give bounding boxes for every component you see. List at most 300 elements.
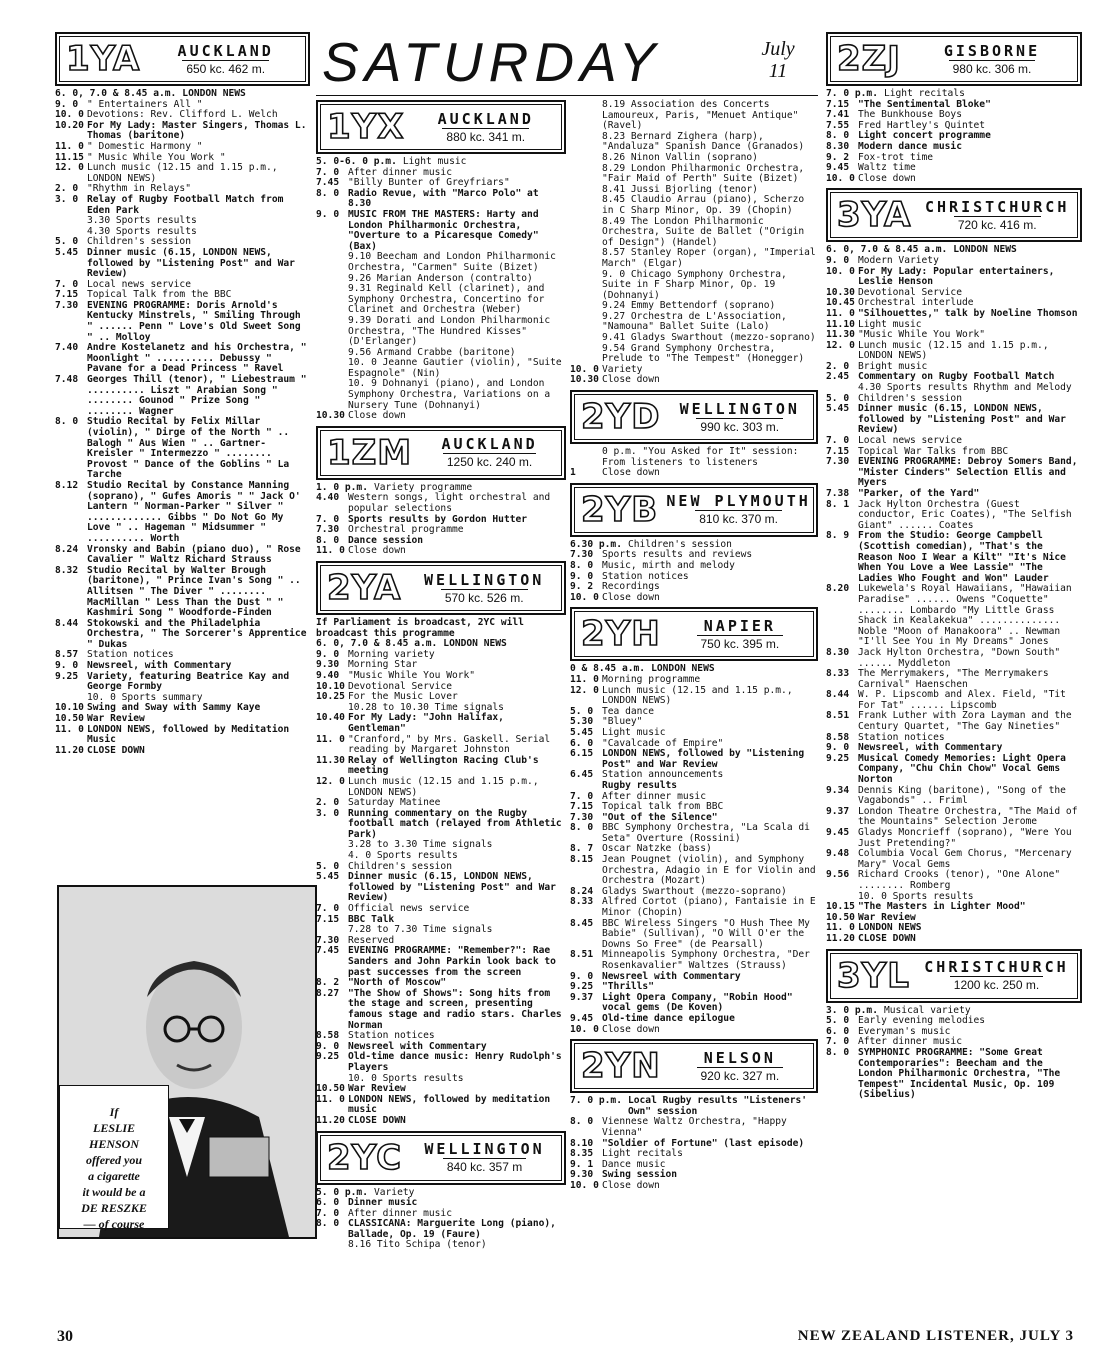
programme-description: " Entertainers All " [87, 98, 203, 110]
programme-row [570, 270, 818, 302]
programme-row [826, 690, 1082, 711]
station-frequency: 980 kc. 306 m. [949, 60, 1036, 77]
programme-description: Dennis King (baritone), "Song of the Vagabonds" .. Friml [858, 784, 1066, 807]
programme-row [826, 870, 1082, 891]
programme-description: Lunch music (12.15 and 1.15 p.m., LONDON NEWS) [348, 775, 539, 798]
programme-list-2yd [570, 447, 818, 479]
programme-row [316, 157, 566, 168]
programme-time: 5.45 [316, 871, 340, 883]
programme-time: 8.15 [570, 854, 594, 866]
station-header-2zj [826, 32, 1082, 86]
programme-description: "Out of the Silence" [602, 811, 718, 823]
programme-description: LONDON NEWS [953, 244, 1017, 256]
programme-description: For My Lady: "John Halifax, Gentleman" [348, 712, 504, 734]
programme-description: Dance session [348, 534, 424, 546]
programme-description: Modern Variety [858, 254, 939, 266]
programme-description: Fox-trot time [858, 151, 934, 163]
programme-time: 8.33 [826, 668, 850, 680]
station-logo: 2YD [581, 397, 661, 438]
programme-description: 8.41 Jussi Bjorling (tenor) [602, 183, 758, 195]
station-header-2yb [570, 483, 818, 537]
programme-description: 9.56 Armand Crabbe (baritone) [348, 346, 516, 358]
programme-description: Lunch music (12.15 and 1.15 p.m., LONDON NEWS) [87, 162, 278, 184]
programme-time: 9.45 [826, 827, 850, 838]
programme-time: 8. 0 [316, 534, 340, 546]
programme-row [570, 749, 818, 770]
programme-description: "Silhouettes," talk by Noeline Thomson [858, 307, 1078, 319]
programme-time: 11.20 [316, 1114, 345, 1126]
programme-time: 7.41 [826, 109, 850, 121]
programme-description: LONDON NEWS, followed by meditation music [348, 1093, 551, 1116]
programme-description: From the Studio: George Campbell (Scottish comedian), "That's the Reason Noo I Wear a Kilt" "It's Nice When You Love a Wee Lassie" "The Ladies Who Fought and Won" Lauder [858, 530, 1066, 584]
programme-row [826, 267, 1082, 288]
programme-description: Swing session [602, 1169, 678, 1181]
programme-time: 12. 0 [55, 162, 84, 174]
programme-time: 9. 0 [570, 970, 594, 982]
programme-description: Station notices [87, 649, 174, 661]
programme-time: 10.10 [55, 702, 84, 714]
programme-description: "Billy Bunter of Greyfriars" [348, 177, 510, 189]
programme-description: Dinner music [348, 1197, 418, 1209]
programme-description: Frank Luther with Zora Layman and the Century Quartet, "The Gay Nineties" [858, 710, 1072, 733]
programme-row [316, 1240, 566, 1251]
programme-time: 10.30 [316, 410, 345, 422]
programme-time: 5. 0 [55, 236, 79, 248]
programme-time: 7.15 [826, 445, 850, 457]
station-name: NAPIER [703, 616, 776, 635]
programme-time: 10.30 [826, 286, 855, 298]
programme-time: 10. 0 [570, 363, 599, 375]
programme-time: 2.45 [826, 371, 850, 383]
programme-row [826, 89, 1082, 100]
advert-photo [57, 885, 317, 1239]
programme-description: Close down [348, 410, 406, 422]
programme-time: 8.32 [55, 564, 79, 576]
programme-description: Radio Revue, with "Marco Polo" at 8.30 [348, 187, 539, 210]
programme-time [570, 185, 602, 196]
station-frequency: 720 kc. 416 m. [954, 216, 1041, 233]
programme-description: Dinner music (6.15, LONDON NEWS, followed by "Listening Post" and War Review) [858, 403, 1066, 436]
programme-row [55, 481, 310, 545]
programme-time: 8.24 [55, 543, 79, 555]
programme-description: After dinner music [602, 790, 706, 802]
date-label [748, 38, 808, 82]
programme-description: Music, mirth and melody [602, 560, 735, 571]
programme-time [316, 252, 348, 273]
programme-list-1zm [316, 483, 566, 557]
programme-row [316, 379, 566, 411]
programme-description: 10. 0 Sports summary [87, 691, 203, 703]
programme-row [316, 546, 566, 557]
programme-row [316, 671, 566, 682]
programme-description: War Review [348, 1083, 406, 1095]
programme-row [316, 872, 566, 904]
programme-time: 8.57 [55, 649, 79, 661]
programme-time [570, 164, 602, 185]
programme-row [316, 1116, 566, 1127]
programme-row [570, 950, 818, 971]
programme-description: LONDON NEWS, followed by Meditation Music [87, 723, 290, 746]
programme-description: Oscar Natzke (bass) [602, 843, 712, 855]
programme-time: 8.20 [826, 583, 850, 595]
programme-time: 8. 7 [570, 843, 594, 855]
programme-row [55, 163, 310, 184]
programme-description: EVENING PROGRAMME: Doris Arnold's Kentucky Minstrels, " Smiling Through " ...... Penn " Love's Old Sweet Song " .. Molloy [87, 299, 301, 343]
programme-time: 9. 2 [570, 581, 594, 593]
programme-description: Early evening melodies [858, 1015, 986, 1027]
station-logo: 2YB [581, 489, 659, 530]
programme-list-2yn [570, 1096, 818, 1191]
programme-row [316, 189, 566, 210]
programme-description: "The Sentimental Bloke" [858, 98, 991, 110]
programme-time: 10. 0 [55, 109, 84, 121]
station-name: CHRISTCHURCH [924, 197, 1070, 216]
programme-description: "The Show of Shows": Song hits from the stage and screen, presenting famous stage and radio stars. Charles Norman [348, 987, 562, 1031]
programme-row [570, 823, 818, 844]
programme-time [570, 333, 602, 344]
station-header-2yn [570, 1039, 818, 1093]
programme-time: 10.15 [826, 901, 855, 913]
programme-row [55, 746, 310, 757]
programme-time: 7. 0 [316, 513, 340, 525]
programme-description: 10. 0 Jeanne Gautier (violin), "Suite Espagnole" (Nin) [348, 357, 562, 379]
programme-time: 9. 1 [570, 1158, 594, 1170]
programme-description: Local Rugby results "Listeners' Own" session [627, 1095, 808, 1117]
programme-time: 11.10 [826, 318, 855, 330]
advert-caption-line: If [109, 1105, 119, 1119]
programme-time: 7.55 [826, 119, 850, 131]
programme-time: 9.45 [570, 1012, 594, 1024]
programme-row [570, 1117, 818, 1138]
programme-time: 10.40 [316, 712, 345, 724]
programme-time: 4.40 [316, 492, 340, 504]
programme-description: Running commentary on the Rugby football match (relayed from Athletic Park) [348, 807, 562, 840]
programme-description: LONDON NEWS [651, 663, 715, 675]
programme-description: Children's session [858, 392, 962, 404]
programme-row [570, 1025, 818, 1036]
advert-caption [59, 1085, 169, 1229]
programme-description: Close down [602, 467, 660, 479]
programme-time: 8. 1 [826, 498, 850, 510]
programme-description: Newsreel with Commentary [348, 1040, 487, 1052]
programme-time [570, 100, 602, 132]
programme-time: 7.30 [570, 549, 594, 561]
programme-time: 12. 0 [316, 775, 345, 787]
programme-description: EVENING PROGRAMME: Debroy Somers Band, "Mister Cinders" Selection Ellis and Myers [858, 456, 1078, 489]
programme-row [826, 531, 1082, 584]
programme-time: 8.58 [316, 1030, 340, 1042]
programme-description: 9.26 Marian Anderson (contralto) [348, 272, 533, 284]
programme-row [570, 993, 818, 1014]
programme-description: CLOSE DOWN [87, 744, 145, 756]
programme-time [55, 216, 87, 227]
station-frequency: 920 kc. 327 m. [697, 1067, 784, 1084]
programme-description: "Parker, of the Yard" [858, 488, 980, 499]
programme-row [316, 252, 566, 273]
programme-time: 10. 0 [570, 1179, 599, 1191]
programme-time [570, 195, 602, 216]
station-header-2yd [570, 390, 818, 444]
programme-description: Orchestral programme [348, 524, 464, 536]
station-name: WELLINGTON [679, 399, 800, 418]
programme-time: 5. 0-6. 0 p.m. [316, 156, 397, 167]
programme-time: 10.25 [316, 691, 345, 703]
programme-time: 11. 0 [55, 140, 84, 152]
programme-time: 5. 0 [826, 1015, 850, 1027]
programme-time: 9.37 [570, 991, 594, 1003]
programme-time: 10. 0 [570, 1023, 599, 1035]
programme-description: Dinner music (6.15, LONDON NEWS, followed by "Listening Post" and War Review) [87, 246, 295, 280]
programme-time: 7. 0 [316, 903, 340, 915]
programme-row [316, 1052, 566, 1073]
programme-time: 7. 0 [316, 166, 340, 178]
programme-time: 7. 0 [826, 435, 850, 447]
programme-time [570, 270, 602, 302]
programme-row [570, 375, 818, 386]
programme-time: 9. 0 [316, 1040, 340, 1052]
programme-time: 8. 9 [826, 530, 850, 542]
programme-description: BBC Wireless Singers "O Hush Thee My Babie" (Sullivan), "O Will O'er the Downs So Free" (de Pearsall) [602, 917, 810, 950]
programme-row [316, 809, 566, 841]
programme-time: 1. 0 p.m. [316, 481, 368, 493]
programme-time: 11. 0 [55, 723, 84, 735]
programme-time: 11. 0 [316, 733, 345, 745]
programme-row [826, 489, 1082, 500]
programme-description: Children's session [87, 236, 191, 248]
station-frequency: 750 kc. 395 m. [697, 635, 784, 652]
programme-description: Reserved [348, 934, 395, 946]
programme-time: 9.25 [316, 1051, 340, 1063]
programme-time: 8.58 [826, 731, 850, 743]
programme-row [316, 756, 566, 777]
programme-description: 3.28 to 3.30 Time signals [348, 839, 493, 851]
programme-row [570, 855, 818, 887]
station-header-3ya [826, 188, 1082, 242]
advert-caption-line: HENSON [88, 1137, 139, 1151]
programme-row [570, 195, 818, 216]
programme-time: 7.15 [55, 289, 79, 301]
programme-description: Swing and Sway with Sammy Kaye [87, 702, 261, 714]
programme-description: LONDON NEWS [858, 922, 922, 934]
programme-time [570, 248, 602, 269]
programme-row [55, 343, 310, 375]
programme-time: 5.45 [55, 246, 79, 258]
programme-time: 11.15 [55, 151, 84, 163]
programme-description: LONDON NEWS [182, 88, 246, 99]
programme-time: 10.10 [316, 680, 345, 692]
programme-time: 7.30 [826, 456, 850, 468]
programme-time: 7. 0 p.m. [570, 1095, 622, 1107]
programme-time: 8.51 [826, 710, 850, 722]
programme-row [570, 781, 818, 792]
programme-time [316, 316, 348, 348]
programme-description: Lukewela's Royal Hawaiians, "Hawaiian Paradise" ...... Owens "Coquette" ........ Lombardo "My Little Grass Shack in Kealakekua" .............. Noble "Moon of Manakoora" .. Newman "I'll See You in My Dreams" Jones [858, 583, 1072, 648]
column-1 [55, 32, 310, 756]
programme-description: "Cavalcade of Empire" [602, 737, 724, 749]
programme-time: 7.45 [316, 177, 340, 189]
programme-row [570, 153, 818, 164]
programme-row [55, 566, 310, 619]
programme-description: 4.30 Sports results Rhythm and Melody [858, 382, 1072, 394]
programme-description: Sports results and reviews [602, 549, 753, 561]
programme-description: Newsreel, with Commentary [87, 660, 232, 672]
programme-time: 8.27 [316, 987, 340, 999]
programme-time: 9. 0 [55, 660, 79, 672]
programme-row [316, 493, 566, 514]
programme-time: 9.25 [826, 752, 850, 764]
programme-row [826, 309, 1082, 320]
programme-description: Orchestral interlude [858, 297, 974, 309]
parliament-note: If Parliament is broadcast, 2YC will broadcast this programme [316, 617, 524, 639]
programme-description: 9. 0 Chicago Symphony Orchestra, Suite in F Sharp Minor, Op. 19 (Dohnanyi) [602, 268, 787, 301]
programme-time: 11.20 [55, 744, 84, 756]
programme-description: Morning Star [348, 659, 418, 671]
station-header-2ya [316, 561, 566, 615]
programme-time: 8.10 [570, 1137, 594, 1149]
programme-description: Devotional Service [348, 680, 452, 692]
programme-description: Newsreel, with Commentary [858, 742, 1003, 754]
programme-time: 9.40 [316, 669, 340, 681]
station-header-1yx [316, 100, 566, 154]
programme-time: 8.30 [826, 140, 850, 152]
programme-time: 9. 0 [55, 98, 79, 110]
programme-time: 9.30 [570, 1169, 594, 1181]
programme-description: For the Music Lover [348, 691, 458, 703]
programme-description: Variety, featuring Beatrice Kay and George Formby [87, 670, 290, 693]
programme-description: MUSIC FROM THE MASTERS: Harty and London Philharmonic Orchestra, "Overture to a Picaresque Comedy" (Bax) [348, 208, 539, 252]
programme-description: London Theatre Orchestra, "The Maid of the Mountains" Selection Jerome [858, 805, 1078, 828]
advert-caption-line: DE RESZKE [81, 1201, 147, 1215]
programme-row [826, 457, 1082, 489]
programme-description: Stokowski and the Philadelphia Orchestra, " The Sorcerer's Apprentice " Dukas [87, 617, 307, 650]
programme-row [316, 989, 566, 1031]
programme-row [826, 828, 1082, 849]
programme-time: 7.30 [316, 524, 340, 536]
programme-time: 7.15 [570, 801, 594, 813]
programme-time: 11. 0 [316, 545, 345, 557]
programme-row [55, 89, 310, 100]
programme-row [570, 217, 818, 249]
programme-time [316, 840, 348, 851]
programme-time: 8.24 [570, 885, 594, 897]
station-logo: 2ZJ [837, 39, 901, 79]
programme-time: 9. 0 [570, 570, 594, 582]
programme-row [570, 675, 818, 686]
programme-time: 11. 0 [826, 922, 855, 934]
programme-time: 7.48 [55, 374, 79, 386]
programme-description: Studio Recital by Felix Millar (violin), " Dirge of the North " .. Balogh " Aus Wien " .. Gartner-Kreisler " Intermezzo " ........ Provost " Dance of the Goblins " La Tarche [87, 416, 290, 481]
station-name: AUCKLAND [177, 41, 274, 60]
programme-time: 9.25 [570, 981, 594, 993]
programme-description: " Domestic Harmony " [87, 140, 203, 152]
programme-description: Close down [602, 1179, 660, 1191]
programme-description: Everyman's music [858, 1025, 951, 1037]
programme-description: Recordings [602, 581, 660, 593]
programme-row [316, 1095, 566, 1116]
programme-time: 8.44 [826, 689, 850, 701]
programme-time: 8. 0 [570, 560, 594, 571]
programme-list-3ya [826, 245, 1082, 944]
programme-time: 9.48 [826, 848, 850, 860]
programme-row [826, 341, 1082, 362]
programme-row [570, 1181, 818, 1192]
programme-description: 8.45 Claudio Arrau (piano), Scherzo in C Sharp Minor, Op. 39 (Chopin) [602, 194, 805, 216]
station-name: NELSON [703, 1048, 776, 1067]
programme-description: "The Masters in Lighter Mood" [858, 901, 1026, 913]
programme-time: 9. 0 [316, 648, 340, 660]
station-frequency: 1200 kc. 250 m. [950, 976, 1043, 993]
programme-row [826, 711, 1082, 732]
programme-row [570, 447, 818, 468]
programme-row [570, 468, 818, 479]
programme-description: 9.31 Reginald Kell (clarinet), and Symphony Orchestra, Concertino for Clarinet and Orchestra (Weber) [348, 283, 545, 316]
programme-description: Close down [602, 591, 660, 603]
programme-time: 11.30 [826, 329, 855, 341]
programme-description: Light Opera Company, "Robin Hood" vocal gems (De Koven) [602, 991, 793, 1014]
station-logo: 2YA [327, 568, 402, 608]
programme-description: Children's session [627, 538, 732, 550]
programme-list-2yc [316, 1188, 566, 1252]
programme-row [570, 100, 818, 132]
station-frequency: 650 kc. 462 m. [182, 60, 269, 77]
programme-row [826, 500, 1082, 532]
programme-description: 9.10 Beecham and London Philharmonic Orchestra, "Carmen" Suite (Bizet) [348, 251, 556, 273]
programme-description: LONDON NEWS, followed by "Listening Post" and War Review [602, 748, 805, 770]
programme-description: W. P. Lipscomb and Alex. Field, "Tit For Tat" ...... Lipscomb [858, 689, 1066, 711]
programme-description: Fred Hartley's Quintet [858, 119, 986, 131]
programme-time: 8. 2 [316, 977, 340, 989]
programme-description: Waltz time [858, 162, 916, 174]
programme-description: CLOSE DOWN [858, 932, 916, 944]
station-name: NEW PLYMOUTH [666, 492, 811, 511]
programme-row [55, 142, 310, 153]
programme-time: 8.33 [570, 896, 594, 908]
programme-description: Topical talk from BBC [602, 801, 724, 813]
programme-description: Light concert programme [858, 130, 991, 142]
programme-time: 8.51 [570, 949, 594, 961]
publication-footer: NEW ZEALAND LISTENER, JULY 3 [797, 1328, 1074, 1344]
programme-description: Old-time dance music: Henry Rudolph's Players [348, 1051, 562, 1073]
programme-time: 7.15 [316, 913, 340, 925]
programme-time: 3. 0 [55, 193, 79, 205]
programme-row [826, 404, 1082, 436]
programme-time: 1 [570, 467, 576, 479]
programme-description: "Thrills" [602, 981, 654, 993]
station-logo: 2YN [581, 1046, 661, 1087]
date-day: 11 [768, 60, 788, 82]
programme-row [826, 1048, 1082, 1101]
programme-description: Light music [858, 318, 922, 330]
programme-description: BBC Symphony Orchestra, "La Scala di Seta" Overture (Rossini) [602, 822, 810, 844]
programme-time: 6. 0 [826, 1025, 850, 1037]
programme-description: Light recitals [602, 1148, 683, 1160]
programme-row [316, 713, 566, 734]
programme-description: Variety [373, 1186, 415, 1198]
programme-time: 11. 0 [826, 307, 855, 319]
programme-time: 6. 0, 7.0 & 8.45 a.m. [55, 88, 177, 99]
programme-time: 8. 0 [55, 416, 79, 428]
advert-caption-line: offered you [85, 1153, 143, 1167]
programme-time: 8. 0 [316, 1218, 340, 1230]
programme-time: 12. 0 [826, 339, 855, 351]
advert-caption-line: LESLIE [92, 1121, 135, 1135]
programme-time: 7.30 [316, 934, 340, 946]
page-number: 30 [57, 1328, 73, 1345]
station-logo: 1YA [66, 39, 141, 79]
programme-description: Columbia Vocal Gem Chorus, "Mercenary Mary" Vocal Gems [858, 848, 1072, 870]
programme-row [570, 728, 818, 739]
programme-description: After dinner music [858, 1036, 962, 1048]
